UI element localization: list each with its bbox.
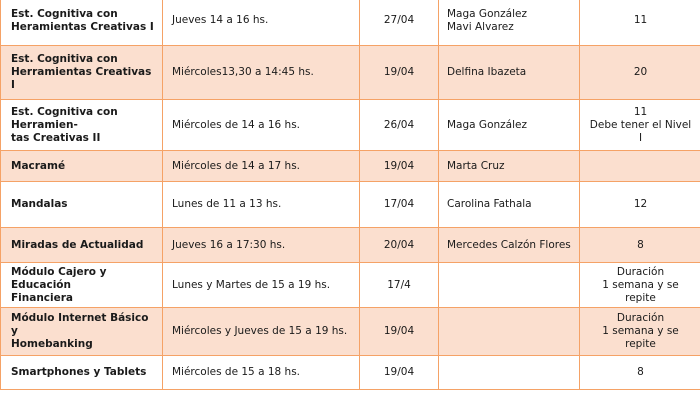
schedule-cell-text: Miércoles de 14 a 17 hs. bbox=[172, 159, 300, 172]
course-cell-text: Macramé bbox=[11, 159, 66, 172]
schedule-cell-text: Jueves 14 a 16 hs. bbox=[172, 14, 269, 26]
course-cell-text: Financiera bbox=[11, 291, 74, 304]
course-cell bbox=[1, 0, 163, 46]
start-date-cell bbox=[360, 0, 439, 46]
schedule-cell bbox=[163, 100, 360, 151]
start-date-cell-text: 19/04 bbox=[383, 366, 415, 378]
teacher-cell-text: Mavi Alvarez bbox=[447, 20, 514, 33]
teacher-cell bbox=[439, 356, 580, 390]
start-date-cell bbox=[360, 228, 439, 263]
start-date-cell bbox=[360, 308, 439, 356]
course-cell-text: Est. Cognitiva con Herramien- bbox=[11, 105, 118, 131]
teacher-cell bbox=[439, 151, 580, 182]
capacity-cell-text: Debe tener el Nivel I bbox=[589, 118, 692, 144]
course-cell-text: Mandalas bbox=[11, 198, 68, 210]
capacity-cell-text: 12 bbox=[633, 198, 648, 210]
schedule-cell-text: Jueves 16 a 17:30 hs. bbox=[172, 238, 286, 251]
table-row bbox=[1, 100, 700, 151]
course-cell bbox=[1, 356, 163, 390]
course-cell bbox=[1, 46, 163, 100]
start-date-cell bbox=[360, 151, 439, 182]
schedule-cell-text: Miércoles de 15 a 18 hs. bbox=[172, 366, 300, 378]
teacher-cell-text: Delfina Ibazeta bbox=[447, 66, 527, 78]
schedule-cell bbox=[163, 228, 360, 263]
start-date-cell-text: 26/04 bbox=[383, 118, 415, 131]
schedule-cell-text: Lunes de 11 a 13 hs. bbox=[172, 198, 282, 210]
course-cell-text: tas Creativas II bbox=[11, 131, 101, 144]
capacity-cell-text: Duración bbox=[616, 265, 665, 278]
start-date-cell-text: 19/04 bbox=[383, 325, 415, 337]
capacity-cell-text: 11 bbox=[633, 14, 648, 26]
teacher-cell bbox=[439, 263, 580, 308]
capacity-cell bbox=[580, 100, 700, 151]
capacity-cell bbox=[580, 0, 700, 46]
table-row bbox=[1, 308, 700, 356]
start-date-cell-text: 20/04 bbox=[383, 238, 415, 251]
teacher-cell bbox=[439, 308, 580, 356]
schedule-cell bbox=[163, 308, 360, 356]
start-date-cell-text: 19/04 bbox=[383, 66, 415, 78]
teacher-cell-text: Marta Cruz bbox=[447, 159, 505, 172]
course-cell-text: Est. Cognitiva con bbox=[11, 53, 118, 65]
table-row bbox=[1, 0, 700, 46]
table-row bbox=[1, 182, 700, 228]
schedule-cell bbox=[163, 356, 360, 390]
course-cell-text: Heramientas Creativas I bbox=[11, 20, 154, 33]
teacher-cell-text: Mercedes Calzón Flores bbox=[447, 238, 571, 251]
table-row bbox=[1, 151, 700, 182]
teacher-cell bbox=[439, 0, 580, 46]
table-row bbox=[1, 228, 700, 263]
capacity-cell bbox=[580, 263, 700, 308]
schedule-cell bbox=[163, 182, 360, 228]
table-row bbox=[1, 46, 700, 100]
course-cell bbox=[1, 100, 163, 151]
course-cell-text: Miradas de Actualidad bbox=[11, 238, 144, 251]
capacity-cell bbox=[580, 182, 700, 228]
schedule-cell bbox=[163, 46, 360, 100]
table-row bbox=[1, 263, 700, 308]
teacher-cell bbox=[439, 46, 580, 100]
capacity-cell bbox=[580, 228, 700, 263]
capacity-cell bbox=[580, 151, 700, 182]
teacher-cell bbox=[439, 100, 580, 151]
schedule-cell bbox=[163, 263, 360, 308]
schedule-cell-text: Miércoles y Jueves de 15 a 19 hs. bbox=[172, 325, 348, 337]
course-cell bbox=[1, 151, 163, 182]
capacity-cell bbox=[580, 308, 700, 356]
capacity-cell-text: 11 bbox=[633, 105, 648, 118]
start-date-cell-text: 17/4 bbox=[387, 278, 411, 291]
capacity-cell bbox=[580, 356, 700, 390]
start-date-cell-text: 17/04 bbox=[383, 198, 415, 210]
table-row bbox=[1, 356, 700, 390]
course-cell bbox=[1, 228, 163, 263]
teacher-cell-text: Carolina Fathala bbox=[447, 198, 532, 210]
capacity-cell-text: 8 bbox=[637, 366, 644, 378]
teacher-cell-text: Maga González bbox=[447, 7, 527, 20]
capacity-cell-text: 1 semana y se repite bbox=[602, 325, 679, 350]
course-cell-text: Est. Cognitiva con bbox=[11, 7, 118, 20]
start-date-cell-text: 27/04 bbox=[383, 14, 415, 26]
course-cell bbox=[1, 182, 163, 228]
capacity-cell bbox=[580, 46, 700, 100]
schedule-cell bbox=[163, 0, 360, 46]
capacity-cell-text: 1 semana y se repite bbox=[602, 278, 679, 304]
teacher-cell bbox=[439, 228, 580, 263]
course-cell bbox=[1, 263, 163, 308]
course-cell bbox=[1, 308, 163, 356]
schedule-cell-text: Miércoles de 14 a 16 hs. bbox=[172, 118, 300, 131]
course-cell-text: Herramientas Creativas I bbox=[11, 66, 152, 91]
start-date-cell bbox=[360, 46, 439, 100]
schedule-cell bbox=[163, 151, 360, 182]
start-date-cell bbox=[360, 182, 439, 228]
start-date-cell bbox=[360, 263, 439, 308]
course-cell-text: Homebanking bbox=[11, 338, 93, 350]
teacher-cell-text: Maga González bbox=[447, 118, 527, 131]
course-cell-text: Módulo Internet Básico y bbox=[11, 312, 149, 337]
course-cell-text: Smartphones y Tablets bbox=[11, 366, 147, 378]
schedule-cell-text: Lunes y Martes de 15 a 19 hs. bbox=[172, 278, 331, 291]
course-cell-text: Módulo Cajero y Educación bbox=[11, 265, 107, 291]
start-date-cell bbox=[360, 100, 439, 151]
start-date-cell bbox=[360, 356, 439, 390]
capacity-cell-text: 20 bbox=[633, 66, 648, 78]
teacher-cell bbox=[439, 182, 580, 228]
capacity-cell-text: Duración bbox=[616, 312, 665, 324]
schedule-cell-text: Miércoles13,30 a 14:45 hs. bbox=[172, 66, 314, 78]
capacity-cell-text: 8 bbox=[637, 238, 644, 251]
start-date-cell-text: 19/04 bbox=[383, 159, 415, 172]
